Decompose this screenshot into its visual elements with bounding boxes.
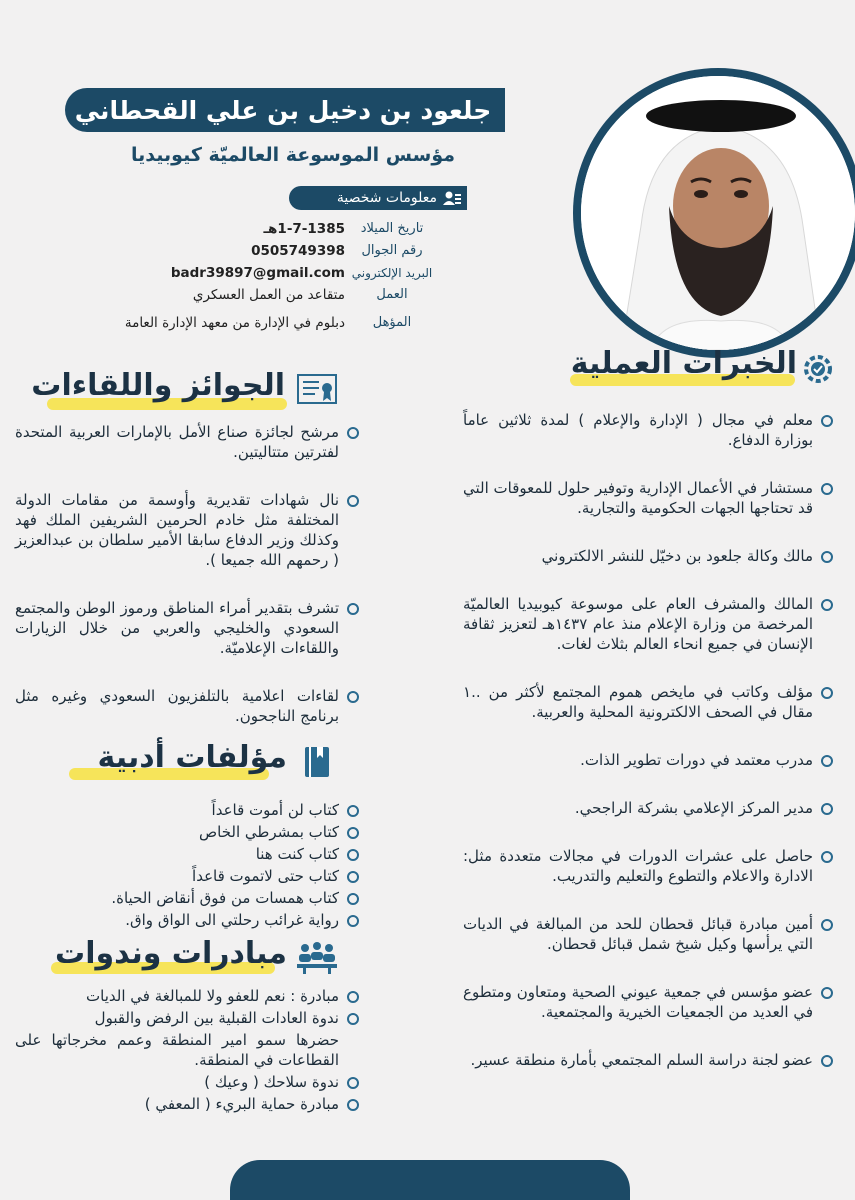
list-item: حاصل على عشرات الدورات في مجالات متعددة مثل: الادارة والاعلام والتطوع والتعليم والتدريب. [463,846,835,886]
list-item: نال شهادات تقديرية وأوسمة من مقامات الدولة المختلفة مثل خادم الحرمين الشريفين الملك فهد وكذلك وزير الدفاع سابقا الأمير سلطان بن عبدالعزيز ( رحمهم الله جميعا ). [15,490,361,570]
personal-info-values [85,218,345,334]
list-item: رواية غرائب رحلتي الى الواق واق. [15,910,361,930]
list-item: مالك وكالة جلعود بن دخيّل للنشر الالكتروني [463,546,835,566]
gears-check-icon [801,352,835,390]
email-value: badr39897@gmail.com [170,265,345,281]
user-list-icon [443,189,461,215]
person-title: مؤسس الموسوعة العالميّة كيوبيديا [131,144,455,166]
awards-list [15,422,361,754]
email-label: البريد الإلكتروني [351,266,433,280]
work-value: متقاعد من العمل العسكري [192,287,345,303]
footer-bar [230,1160,630,1200]
meeting-icon [295,940,339,978]
list-item: مبادرة : نعم للعفو ولا للمبالغة في الديات [15,986,361,1006]
mobile-label: رقم الجوال [361,243,423,258]
list-item: مستشار في الأعمال الإدارية وتوفير حلول للمعوقات التي قد تحتاجها الجهات الحكومية والتجارية. [463,478,835,518]
work-label: العمل [376,287,408,302]
list-item: ندوة العادات القبلية بين الرفض والقبول [15,1008,361,1028]
list-item: مبادرة حماية البريء ( المعفي ) [15,1094,361,1114]
books-heading: مؤلفات أدبية [97,740,287,775]
list-item: كتاب لن أموت قاعداً [15,800,361,820]
personal-info-labels [347,218,437,334]
experience-list [463,410,835,1098]
birth-date-label: تاريخ الميلاد [360,221,424,236]
list-item: تشرف بتقدير أمراء المناطق ورموز الوطن والمجتمع السعودي والخليجي والعربي من خلال الزيارات واللقاءات الإعلاميّة. [15,598,361,658]
initiatives-list [15,986,361,1116]
person-name: جلعود بن دخيل بن علي القحطاني [74,96,492,125]
books-list [15,800,361,932]
book-icon [303,746,333,784]
certificate-icon [297,374,337,410]
birth-date-value: 1-7-1385هـ [263,221,345,237]
mobile-value: 0505749398 [251,243,345,259]
list-item: ندوة سلاحك ( وعيك ) [15,1072,361,1092]
list-item: حضرها سمو امير المنطقة وعمم مخرجاتها على القطاعات في المنطقة. [15,1031,339,1069]
list-item: عضو مؤسس في جمعية عيوني الصحية ومتعاون ومتطوع في العديد من الجمعيات الخيرية والمجتمعية. [463,982,835,1022]
list-item: لقاءات اعلامية بالتلفزيون السعودي وغيره مثل برنامج الناجحون. [15,686,361,726]
list-item: عضو لجنة دراسة السلم المجتمعي بأمارة منطقة عسير. [463,1050,835,1070]
list-item: مرشح لجائزة صناع الأمل بالإمارات العربية المتحدة لفترتين متتاليتين. [15,422,361,462]
list-item: كتاب بمشرطي الخاص [15,822,361,842]
qualification-label: المؤهل [372,315,412,330]
personal-info-heading: معلومات شخصية [289,186,467,210]
list-item: المالك والمشرف العام على موسوعة كيوبيديا العالميّة المرخصة من وزارة الإعلام منذ عام ١٤٣٧هـ لتعزيز ثقافة الإنسان في جميع انحاء العالم بثلاث لغات. [463,594,835,654]
portrait-photo [581,76,855,350]
experience-heading: الخبرات العملية [570,346,797,381]
list-item: مؤلف وكاتب في مايخص هموم المجتمع لأكثر من ..١ مقال في الصحف الالكترونية المحلية والعربية. [463,682,835,722]
initiatives-heading: مبادرات وندوات [55,936,287,971]
list-item: مدرب معتمد في دورات تطوير الذات. [463,750,835,770]
list-item: كتاب كنت هنا [15,844,361,864]
list-item: كتاب همسات من فوق أنقاض الحياة. [15,888,361,908]
portrait-illustration [581,76,855,350]
awards-heading: الجوائز واللقاءات [31,368,285,403]
qualification-value: دبلوم في الإدارة من معهد الإدارة العامة [124,315,345,331]
list-item: معلم في مجال ( الإدارة والإعلام ) لمدة ثلاثين عاماً بوزارة الدفاع. [463,410,835,450]
list-item: مدير المركز الإعلامي بشركة الراجحي. [463,798,835,818]
list-item: أمين مبادرة قبائل قحطان للحد من المبالغة في الديات التي يرأسها وكيل شيخ شمل قبائل قحطان. [463,914,835,954]
list-item: كتاب حتى لاتموت قاعداً [15,866,361,886]
